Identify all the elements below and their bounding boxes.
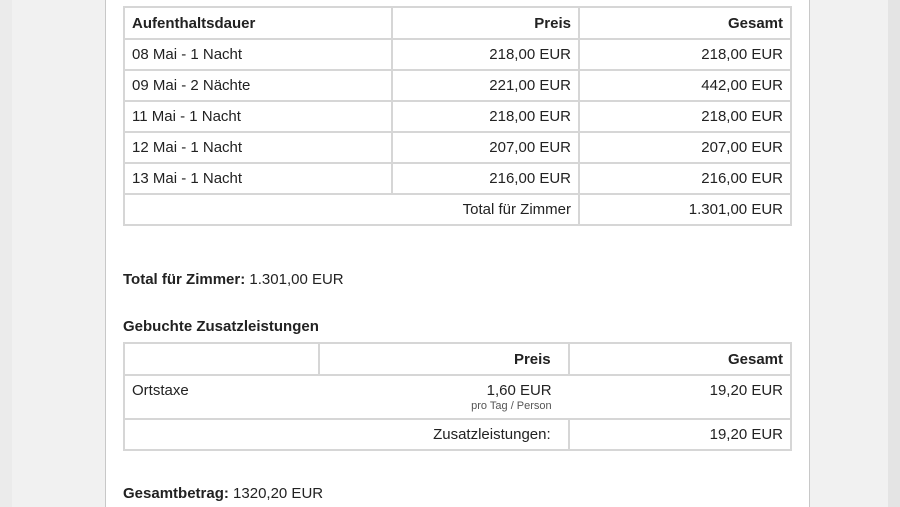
extras-total-label: Zusatzleistungen: (124, 419, 569, 450)
row-total: 442,00 EUR (579, 70, 791, 101)
stay-price-table (123, 6, 792, 226)
table-row (124, 132, 791, 163)
grand-total (123, 485, 323, 502)
grand-total-value: 1320,20 EUR (233, 485, 324, 502)
row-period: 08 Mai - 1 Nacht (124, 39, 392, 70)
column-header-price: Preis (392, 7, 579, 39)
column-header-period: Aufenthaltsdauer (124, 7, 392, 39)
table-row (124, 101, 791, 132)
row-total: 218,00 EUR (579, 39, 791, 70)
row-period: 11 Mai - 1 Nacht (124, 101, 392, 132)
row-period: 13 Mai - 1 Nacht (124, 163, 392, 194)
row-total: 216,00 EUR (579, 163, 791, 194)
right-scrollbar[interactable] (888, 0, 900, 507)
row-price: 218,00 EUR (392, 101, 579, 132)
table-row (124, 375, 791, 419)
column-header-total: Gesamt (579, 7, 791, 39)
extra-price-cell (319, 375, 568, 419)
row-price: 221,00 EUR (392, 70, 579, 101)
row-total: 207,00 EUR (579, 132, 791, 163)
column-header-name (124, 343, 319, 375)
row-period: 12 Mai - 1 Nacht (124, 132, 392, 163)
extra-price-note: pro Tag / Person (471, 400, 552, 412)
room-total-summary-label: Total für Zimmer: (123, 271, 246, 288)
extra-total: 19,20 EUR (569, 375, 791, 419)
room-total-summary (123, 271, 344, 288)
row-period: 09 Mai - 2 Nächte (124, 70, 392, 101)
table-row (124, 70, 791, 101)
table-footer-row (124, 194, 791, 225)
room-total-label: Total für Zimmer (124, 194, 579, 225)
extra-price: 1,60 EUR (486, 382, 552, 399)
room-total-value: 1.301,00 EUR (579, 194, 791, 225)
table-row (124, 163, 791, 194)
table-footer-row (124, 419, 791, 450)
row-price: 218,00 EUR (392, 39, 579, 70)
extras-heading: Gebuchte Zusatzleistungen (123, 318, 319, 335)
row-price: 207,00 EUR (392, 132, 579, 163)
extras-table (123, 342, 792, 451)
extra-name: Ortstaxe (124, 375, 319, 419)
column-header-total: Gesamt (569, 343, 791, 375)
extras-total-value: 19,20 EUR (569, 419, 791, 450)
table-row (124, 39, 791, 70)
row-price: 216,00 EUR (392, 163, 579, 194)
row-total: 218,00 EUR (579, 101, 791, 132)
room-total-summary-value: 1.301,00 EUR (249, 271, 344, 288)
grand-total-label: Gesamtbetrag: (123, 485, 229, 502)
table-header-row (124, 7, 791, 39)
table-header-row (124, 343, 791, 375)
column-header-price: Preis (319, 343, 568, 375)
left-scroll-strip (0, 0, 12, 507)
